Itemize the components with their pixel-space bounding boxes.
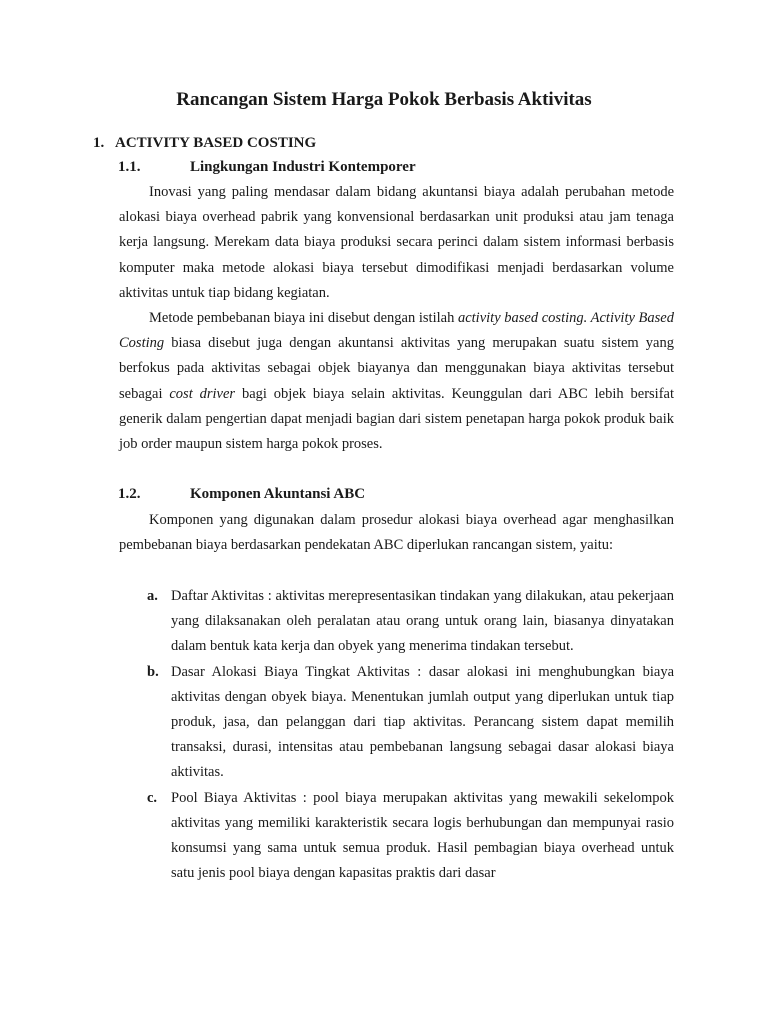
section-heading <box>93 133 316 153</box>
paragraph-text: biasa disebut juga dengan akuntansi aktivitas yang merupakan suatu sistem yang berfokus pada aktivitas sebagai objek biayanya dan menggunakan biaya aktivitas tersebut sebagai <box>119 335 674 402</box>
list-marker: a. <box>147 588 158 604</box>
paragraph: Inovasi yang paling mendasar dalam bidang akuntansi biaya adalah perubahan metode alokasi biaya overhead pabrik yang konvensional berdasarkan unit produksi atau jam tenaga kerja langsung. Merekam data biaya produksi secara perinci dalam sistem informasi berbasis komputer maka metode alokasi biaya tersebut dimodifikasi menjadi berdasarkan volume aktivitas untuk tiap bidang kegiatan. <box>119 184 674 301</box>
subsection-title: Lingkungan Industri Kontemporer <box>190 159 416 175</box>
list-item-text: Daftar Aktivitas : aktivitas merepresentasikan tindakan yang dilakukan, atau pekerjaan yang dilaksanakan oleh peralatan atau orang untuk orang lain, biasanya dinyatakan dalam bentuk kata kerja dan obyek yang menerima tindakan tersebut. <box>171 588 674 655</box>
component-list <box>147 584 674 886</box>
section-number: 1. <box>93 135 105 151</box>
paragraph-italic-term: activity based costing. Activity Based Costing <box>119 310 674 352</box>
subsection-number: 1.2. <box>118 486 141 502</box>
document-title: Rancangan Sistem Harga Pokok Berbasis Aktivitas <box>176 89 592 110</box>
subsection-heading <box>118 484 365 504</box>
section-title: ACTIVITY BASED COSTING <box>115 135 317 151</box>
paragraph: Komponen yang digunakan dalam prosedur alokasi biaya overhead agar menghasilkan pembebanan biaya berdasarkan pendekatan ABC diperlukan rancangan sistem, yaitu: <box>119 512 674 554</box>
list-marker: b. <box>147 663 159 680</box>
list-item <box>147 660 674 786</box>
list-item <box>147 584 674 660</box>
list-item <box>147 786 674 887</box>
subsection-number: 1.1. <box>118 159 141 175</box>
paragraph-text: bagi objek biaya selain aktivitas. Keunggulan dari ABC lebih bersifat generik dalam pengertian dapat menjadi bagian dari sistem penetapan harga pokok produk baik job order maupun sistem harga pokok proses. <box>119 385 674 453</box>
paragraph-italic-term: cost driver <box>169 385 236 402</box>
list-item-text: Pool Biaya Aktivitas : pool biaya merupakan aktivitas yang mewakili sekelompok aktivitas yang memiliki karakteristik secara logis berhubungan dan mempunyai rasio konsumsi yang sama untuk semua produk. Hasil pembagian biaya overhead untuk satu jenis pool biaya dengan kapasitas praktis dari dasar <box>171 789 674 882</box>
subsection-heading <box>118 157 416 177</box>
paragraph <box>119 306 674 457</box>
subsection-title: Komponen Akuntansi ABC <box>190 486 366 502</box>
list-item-text: Dasar Alokasi Biaya Tingkat Aktivitas : dasar alokasi ini menghubungkan biaya aktivitas dengan obyek biaya. Menentukan jumlah output yang diperlukan untuk tiap produk, jasa, dan pelanggan dari tiap aktivitas. Perancang sistem dapat memilih transaksi, durasi, intensitas atau pembebanan langsung sebagai dasar alokasi biaya aktivitas. <box>171 663 674 781</box>
paragraph-text: Metode pembebanan biaya ini disebut dengan istilah <box>149 310 458 326</box>
list-marker: c. <box>147 789 158 806</box>
